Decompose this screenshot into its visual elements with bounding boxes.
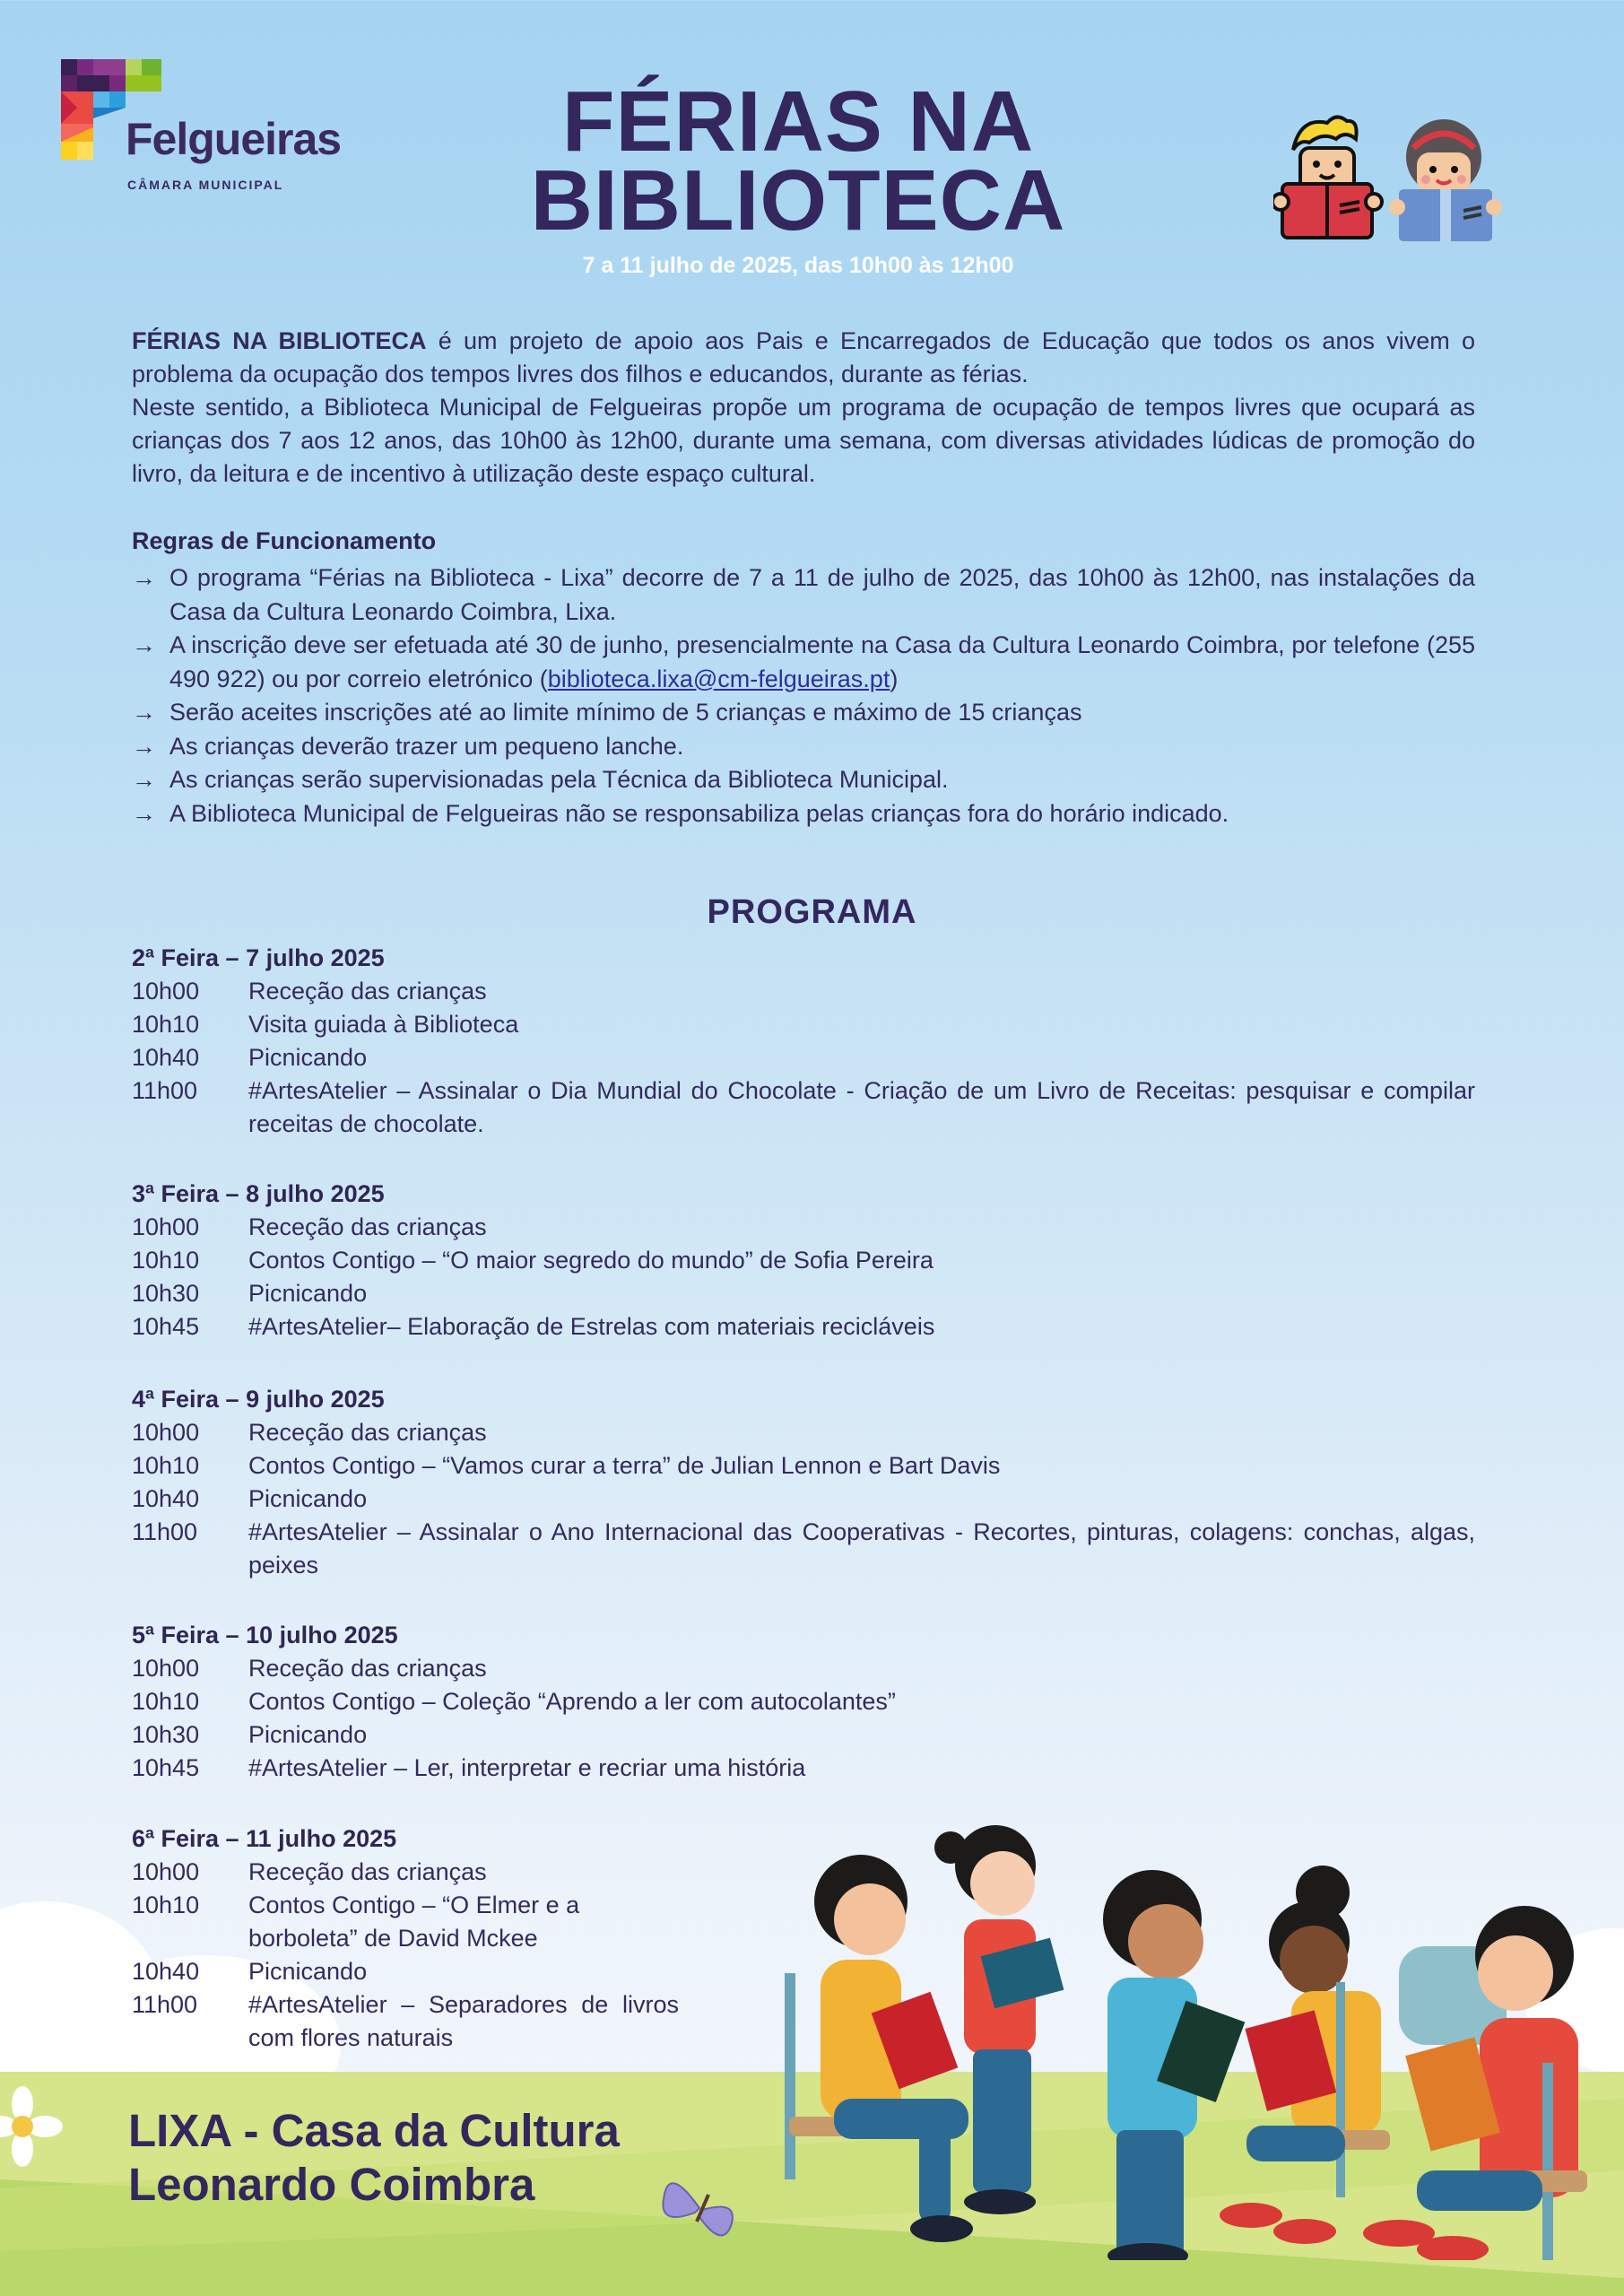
child-figure xyxy=(934,1825,1064,2214)
child-figure xyxy=(1220,1866,1390,2244)
time: 10h40 xyxy=(132,1485,200,1512)
schedule-row xyxy=(132,1277,1475,1310)
arrow-right-icon: → xyxy=(132,766,156,793)
rules-title: Regras de Funcionamento xyxy=(132,527,437,554)
schedule-row xyxy=(132,1074,1475,1141)
children-reading-icon xyxy=(1273,112,1507,242)
time: 11h00 xyxy=(132,1518,198,1545)
time: 10h10 xyxy=(132,1892,200,1918)
activity: #ArtesAtelier – Ler, interpretar e recriar uma história xyxy=(248,1754,806,1781)
rule-text: A inscrição deve ser efetuada até 30 de junho, presencialmente na Casa da Cultura Leonardo Coimbra, por telefone (255 490 922) ou por correio eletrónico ( xyxy=(169,631,1475,692)
activity: Receção das crianças xyxy=(248,1858,487,1885)
rule-item xyxy=(132,629,1475,696)
intro-paragraph-1 xyxy=(132,325,1475,391)
email-link[interactable]: biblioteca.lixa@cm-felgueiras.pt xyxy=(547,665,890,692)
time: 10h00 xyxy=(132,1655,200,1682)
activity: Contos Contigo – “O Elmer e a borboleta” de David Mckee xyxy=(248,1892,580,1952)
activity: #ArtesAtelier – Separadores de livros com flores naturais xyxy=(248,1991,679,2051)
day-tuesday xyxy=(132,1178,1475,1344)
activity: #ArtesAtelier– Elaboração de Estrelas com materiais recicláveis xyxy=(248,1313,935,1340)
intro-bold-lead: FÉRIAS NA BIBLIOTECA xyxy=(132,327,427,354)
arrow-right-icon: → xyxy=(132,732,156,760)
day-heading: 2ª Feira – 7 julho 2025 xyxy=(132,944,385,971)
arrow-right-icon: → xyxy=(132,799,156,827)
rule-item xyxy=(132,797,1475,831)
time: 11h00 xyxy=(132,1077,198,1104)
activity: Contos Contigo – Coleção “Aprendo a ler com autocolantes” xyxy=(248,1688,896,1715)
butterfly-icon xyxy=(659,2163,744,2248)
programa-title: PROGRAMA xyxy=(707,893,917,931)
child-figure xyxy=(785,1855,973,2242)
schedule-row xyxy=(132,1955,679,1988)
rule-item xyxy=(132,763,1475,797)
activity: Contos Contigo – “O maior segredo do mundo” de Sofia Pereira xyxy=(248,1247,934,1274)
day-thursday xyxy=(132,1619,1475,1785)
rule-text-after: ) xyxy=(890,665,899,692)
rule-item xyxy=(132,696,1475,730)
girl-reading-icon xyxy=(1389,119,1502,241)
activity: Picnicando xyxy=(248,1280,368,1307)
felgueiras-logo xyxy=(61,59,357,203)
schedule-row xyxy=(132,1211,1475,1244)
time: 11h00 xyxy=(132,1991,198,2018)
day-heading: 6ª Feira – 11 julho 2025 xyxy=(132,1825,397,1852)
activity: Picnicando xyxy=(248,1958,368,1985)
rules-list xyxy=(132,561,1475,831)
schedule-row xyxy=(132,1244,1475,1277)
venue-title xyxy=(128,2104,620,2212)
event-dates: 7 a 11 julho de 2025, das 10h00 às 12h00 xyxy=(582,253,1014,278)
time: 10h40 xyxy=(132,1958,200,1985)
venue-line-2: Leonardo Coimbra xyxy=(128,2159,535,2210)
time: 10h10 xyxy=(132,1688,200,1715)
time: 10h40 xyxy=(132,1044,200,1071)
schedule-row xyxy=(132,1310,1475,1344)
intro-paragraph-2: Neste sentido, a Biblioteca Municipal de Felgueiras propõe um programa de ocupação de tempos livres que ocupará as crianças dos 7 aos 12 anos, das 10h00 às 12h00, durante uma semana, com diversas atividades lúdicas de promoção do livro, da leitura e de incentivo à utilização deste espaço cultural. xyxy=(132,394,1475,487)
schedule-row xyxy=(132,1516,1475,1582)
schedule-row xyxy=(132,1988,679,2055)
activity: #ArtesAtelier – Assinalar o Ano Internacional das Cooperativas - Recortes, pinturas, colagens: conchas, algas, peixes xyxy=(248,1518,1475,1578)
time: 10h00 xyxy=(132,978,200,1004)
day-heading: 3ª Feira – 8 julho 2025 xyxy=(132,1180,385,1207)
boy-reading-icon xyxy=(1273,117,1382,238)
rule-item xyxy=(132,730,1475,764)
time: 10h00 xyxy=(132,1419,200,1446)
activity: Receção das crianças xyxy=(248,1419,487,1446)
rule-text: O programa “Férias na Biblioteca - Lixa” decorre de 7 a 11 de julho de 2025, das 10h00 às 12h00, nas instalações da Casa da Cultura Leonardo Coimbra, Lixa. xyxy=(169,564,1475,625)
daisy-flower-icon xyxy=(0,2086,63,2167)
day-heading: 5ª Feira – 10 julho 2025 xyxy=(132,1622,398,1648)
activity: Receção das crianças xyxy=(248,1655,487,1682)
schedule-row xyxy=(132,1483,1475,1516)
schedule-row xyxy=(132,1652,1475,1685)
time: 10h45 xyxy=(132,1313,200,1340)
arrow-right-icon: → xyxy=(132,699,156,726)
rule-text: As crianças deverão trazer um pequeno lanche. xyxy=(169,732,684,760)
rule-text: Serão aceites inscrições até ao limite mínimo de 5 crianças e máximo de 15 crianças xyxy=(169,699,1082,726)
intro-text xyxy=(132,325,1475,491)
rule-item xyxy=(132,561,1475,629)
time: 10h10 xyxy=(132,1452,200,1479)
venue-line-1: LIXA - Casa da Cultura xyxy=(128,2105,620,2156)
schedule-row xyxy=(132,1889,679,1955)
title-line-2: BIBLIOTECA xyxy=(530,152,1066,248)
logo-subtitle: CÂMARA MUNICIPAL xyxy=(127,178,284,192)
intro-paragraph-1-text: é um projeto de apoio aos Pais e Encarregados de Educação que todos os anos vivem o problema da ocupação dos tempos livres dos filhos e educandos, durante as férias. xyxy=(132,327,1476,387)
schedule-row xyxy=(132,975,1475,1008)
activity: Picnicando xyxy=(248,1044,368,1071)
schedule-row xyxy=(132,1856,679,1889)
time: 10h30 xyxy=(132,1280,200,1307)
day-heading: 4ª Feira – 9 julho 2025 xyxy=(132,1386,385,1413)
arrow-right-icon: → xyxy=(132,631,156,658)
time: 10h30 xyxy=(132,1721,200,1748)
time: 10h45 xyxy=(132,1754,200,1781)
arrow-right-icon: → xyxy=(132,564,156,591)
time: 10h10 xyxy=(132,1011,200,1038)
activity: Contos Contigo – “Vamos curar a terra” de Julian Lennon e Bart Davis xyxy=(248,1452,1001,1479)
schedule-row xyxy=(132,1008,1475,1041)
schedule-row xyxy=(132,1752,1475,1785)
schedule-row xyxy=(132,1449,1475,1483)
time: 10h10 xyxy=(132,1247,200,1274)
day-friday xyxy=(132,1822,679,2055)
activity: Picnicando xyxy=(248,1485,368,1512)
activity: #ArtesAtelier – Assinalar o Dia Mundial do Chocolate - Criação de um Livro de Receitas: pesquisar e compilar receitas de chocolate. xyxy=(248,1077,1475,1137)
rule-text: A Biblioteca Municipal de Felgueiras não se responsabiliza pelas crianças fora do horário indicado. xyxy=(169,799,1229,827)
activity: Visita guiada à Biblioteca xyxy=(248,1011,519,1038)
schedule-row xyxy=(132,1718,1475,1752)
schedule-row xyxy=(132,1685,1475,1718)
children-reading-illustration xyxy=(771,1794,1624,2260)
logo-name: Felgueiras xyxy=(126,114,342,164)
time: 10h00 xyxy=(132,1213,200,1240)
activity: Receção das crianças xyxy=(248,978,487,1004)
rule-text: As crianças serão supervisionadas pela Técnica da Biblioteca Municipal. xyxy=(169,766,949,793)
schedule-row xyxy=(132,1041,1475,1074)
schedule-row xyxy=(132,1416,1475,1449)
page-title xyxy=(484,74,1112,248)
day-monday xyxy=(132,942,1475,1141)
title-line-1: FÉRIAS NA xyxy=(561,74,1035,170)
day-wednesday xyxy=(132,1383,1475,1582)
time: 10h00 xyxy=(132,1858,200,1885)
child-figure xyxy=(1103,1870,1245,2260)
activity: Picnicando xyxy=(248,1721,368,1748)
activity: Receção das crianças xyxy=(248,1213,487,1240)
